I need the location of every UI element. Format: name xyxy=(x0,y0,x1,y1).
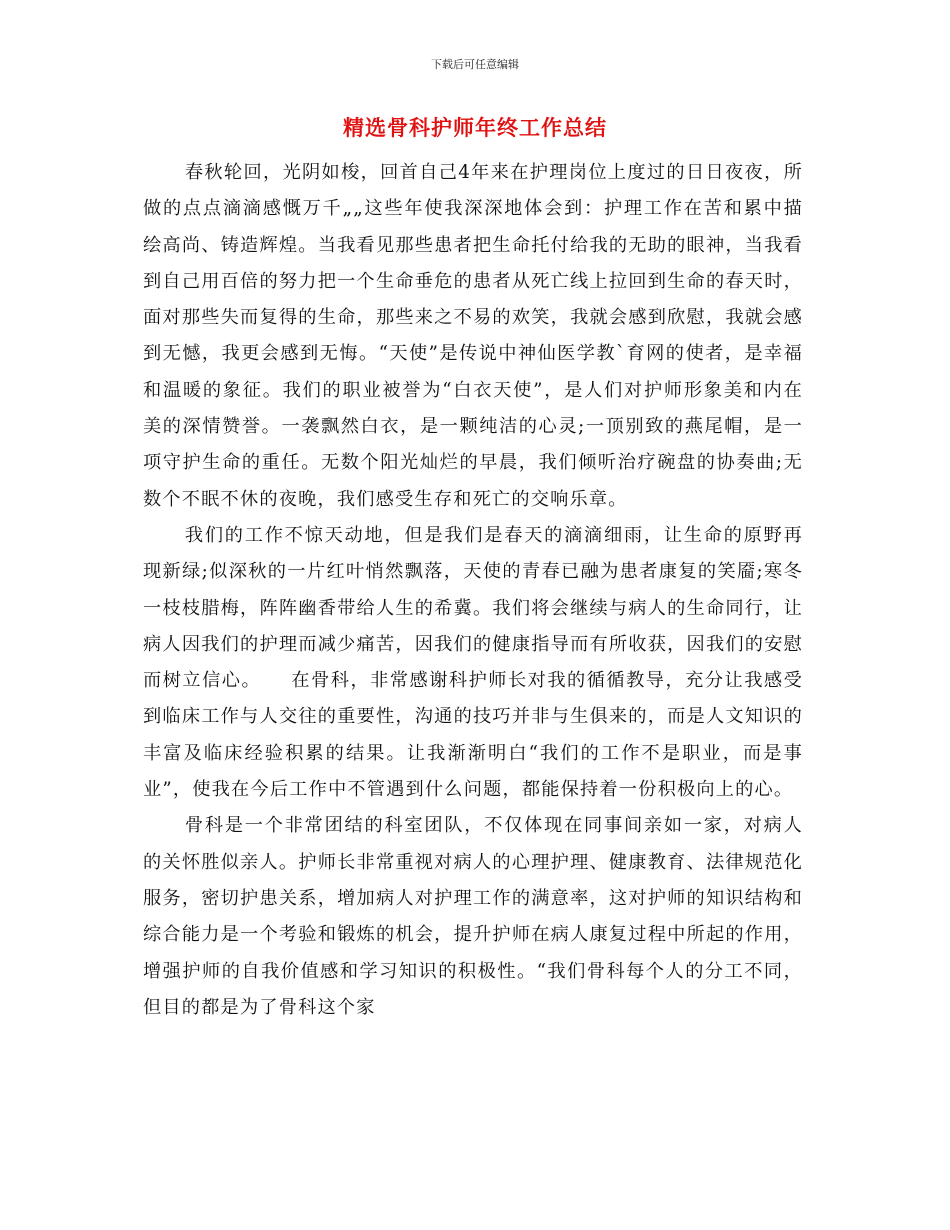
document-body xyxy=(143,155,803,1026)
paragraph-3: 骨科是一个非常团结的科室团队，不仅体现在同事间亲如一家，对病人的关怀胜似亲人。护师长非常重视对病人的心理护理、健康教育、法律规范化服务，密切护患关系，增加病人对护理工作的满意率，这对护师的知识结构和综合能力是一个考验和锻炼的机会，提升护师在病人康复过程中所起的作用，增强护师的自我价值感和学习知识的积极性。“我们骨科每个人的分工不同，但目的都是为了骨科这个家 xyxy=(143,815,803,1018)
paragraph-1: 春秋轮回，光阴如梭，回首自己4年来在护理岗位上度过的日日夜夜，所做的点点滴滴感慨万千„„这些年使我深深地体会到：护理工作在苦和累中描绘高尚、铸造辉煌。当我看见那些患者把生命托付给我的无助的眼神，当我看到自己用百倍的努力把一个生命垂危的患者从死亡线上拉回到生命的春天时，面对那些失而复得的生命，那些来之不易的欢笑，我就会感到欣慰，我就会感到无憾，我更会感到无悔。“天使”是传说中神仙医学教`育网的使者，是幸福和温暖的象征。我们的职业被誉为“白衣天使”，是人们对护师形象美和内在美的深情赞誉。一袭飘然白衣，是一颗纯洁的心灵;一顶别致的燕尾帽，是一项守护生命的重任。无数个阳光灿烂的早晨，我们倾听治疗碗盘的协奏曲;无数个不眠不休的夜晚，我们感受生存和死亡的交响乐章。 xyxy=(143,162,803,510)
paragraph-2: 我们的工作不惊天动地，但是我们是春天的滴滴细雨，让生命的原野再现新绿;似深秋的一片红叶悄然飘落，天使的青春已融为患者康复的笑靥;寒冬一枝枝腊梅，阵阵幽香带给人生的希冀。我们将会继续与病人的生命同行，让病人因我们的护理而减少痛苦，因我们的健康指导而有所收获，因我们的安慰而树立信心。 在骨科，非常感谢科护师长对我的循循教导，充分让我感受到临床工作与人交往的重要性，沟通的技巧并非与生俱来的，而是人文知识的丰富及临床经验积累的结果。让我渐渐明白“我们的工作不是职业，而是事业”，使我在今后工作中不管遇到什么问题，都能保持着一份积极向上的心。 xyxy=(143,524,803,801)
download-note: 下载后可任意编辑 xyxy=(431,58,519,71)
document-title: 精选骨科护师年终工作总结 xyxy=(343,116,607,140)
